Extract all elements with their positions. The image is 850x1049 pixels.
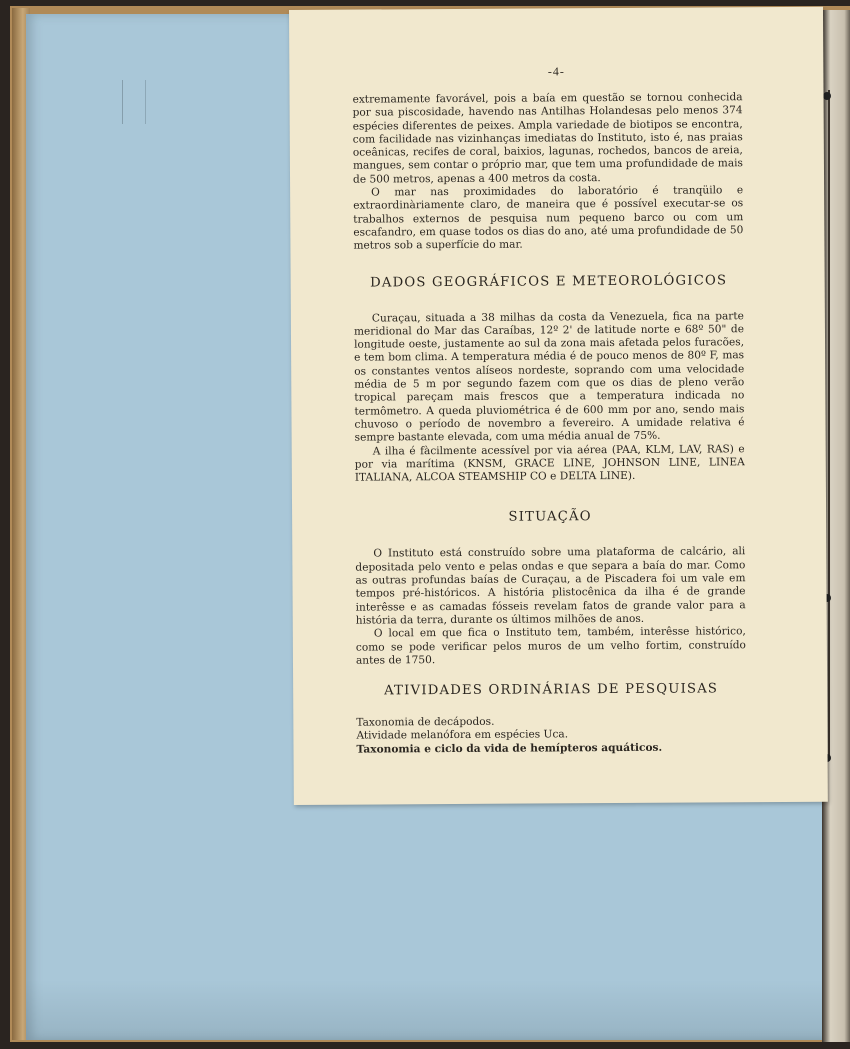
intro-paragraph: extremamente favorável, pois a baía em questão se tornou conhecida por sua piscosidade, havendo nas Antilhas Holandesas pelo menos 374 espécies diferentes de peixes. Ampla variedade de biotipos se encontra, com facilidade nas vizinhanças imediatas do Instituto, isto é, nas praias oceânicas, recifes de coral, baixios, lagunas, rochedos, bancos de areia, mangues, sem contar o próprio mar, que tem uma profundidade de mais de 500 metros, apenas a 400 metros da costa. — [352, 91, 743, 186]
next-page-edge — [822, 10, 850, 1042]
section-paragraph: O Instituto está construído sobre uma plataforma de calcário, ali depositada pelo vento e pelas ondas e que separa a baía do mar. Como as outras profundas baías de Curaçau, a de Piscadera foi um vale em tempos pré-históricos. A história plistocênica da ilha é de grande interêsse e as camadas fósseis revelam fatos de grande valor para a história da terra, durante os últimos milhões de anos. — [355, 545, 746, 627]
page-number: -4- — [547, 64, 565, 79]
section-paragraph: O local em que fica o Instituto tem, também, interêsse histórico, como se pode verificar pelos muros de um velho fortim, construído antes de 1750. — [355, 625, 746, 667]
binding-pin — [823, 92, 831, 100]
list-item: Taxonomia de decápodos. — [356, 715, 495, 729]
section-heading-geografia: DADOS GEOGRÁFICOS E METEOROLÓGICOS — [370, 272, 728, 291]
section-paragraph: A ilha é fàcilmente acessível por via aérea (PAA, KLM, LAV, RAS) e por via marítima (KNSM, GRACE LINE, JOHNSON LINE, LINEA ITALIANA, ALCOA STEAMSHIP CO e DELTA LINE). — [354, 442, 745, 484]
activities-list — [356, 714, 746, 756]
section-heading-atividades: ATIVIDADES ORDINÁRIAS DE PESQUISAS — [384, 681, 719, 699]
document-page — [289, 7, 828, 805]
pencil-mark — [122, 80, 146, 124]
page-content — [353, 91, 747, 756]
list-item: Taxonomia e ciclo da vida de hemípteros aquáticos. — [356, 741, 663, 756]
section-heading-situacao: SITUAÇÃO — [508, 509, 592, 526]
intro-paragraph: O mar nas proximidades do laboratório é tranqüilo e extraordinàriamente claro, de maneira que é possível executar-se os trabalhos externos de pesquisa num pequeno barco ou com um escafandro, em quase todos os dias do ano, até uma profundidade de 50 metros sob a superfície do mar. — [353, 184, 744, 252]
page-edge-line — [828, 90, 830, 760]
section-paragraph: Curaçau, situada a 38 milhas da costa da Venezuela, fica na parte meridional do Mar das Caraíbas, 12º 2' de latitude norte e 68º 50" de longitude oeste, justamente ao sul da zona mais afetada pelos furacões, e tem bom clima. A temperatura média é de pouco menos de 80º F, mas os constantes ventos alíseos nordeste, soprando com uma velocidade média de 5 m por segundo fazem com que os dias de pleno verão tropical pareçam mais frescos que a temperatura indicada no termômetro. A queda pluviométrica é de 600 mm por ano, sendo mais chuvoso o período de novembro a fevereiro. A umidade relativa é sempre bastante elevada, com uma média anual de 75%. — [353, 309, 745, 444]
list-item: Atividade melanófora em espécies Uca. — [356, 728, 569, 742]
